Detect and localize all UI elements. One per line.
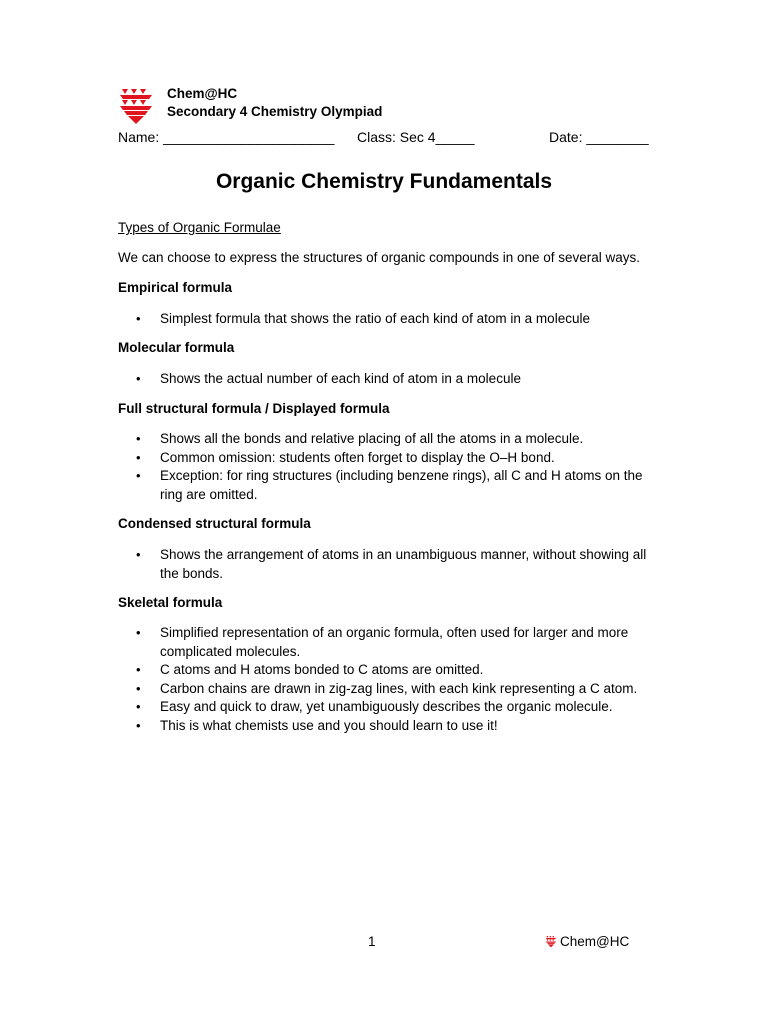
heading-condensed-structural-formula: Condensed structural formula (118, 516, 311, 531)
list-item: • C atoms and H atoms bonded to C atoms are omitted. (118, 661, 658, 680)
list-item: • Simplest formula that shows the ratio of each kind of atom in a molecule (118, 310, 658, 329)
date-field: Date: ________ (549, 129, 649, 145)
list-item: • This is what chemists use and you should learn to use it! (118, 717, 658, 736)
list-item: • Shows all the bonds and relative placing of all the atoms in a molecule. (118, 430, 658, 449)
list-item: • Shows the actual number of each kind of atom in a molecule (118, 370, 658, 389)
list-item: • Shows the arrangement of atoms in an unambiguous manner, without showing all the bonds. (118, 546, 658, 583)
list-item: • Simplified representation of an organic formula, often used for larger and more complicated molecules. (118, 624, 658, 661)
list-item: • Exception: for ring structures (including benzene rings), all C and H atoms on the ring are omitted. (118, 467, 658, 504)
bullet-list-molecular (118, 370, 658, 389)
footer-brand (545, 934, 629, 949)
bullet-list-empirical (118, 310, 658, 329)
page-title: Organic Chemistry Fundamentals (215, 170, 553, 193)
hwa-chong-mini-logo-icon (545, 935, 557, 948)
heading-empirical-formula: Empirical formula (118, 280, 233, 295)
page-number: 1 (368, 934, 376, 949)
header-org: Chem@HC (167, 86, 238, 101)
hwa-chong-flame-logo-icon (118, 86, 154, 126)
class-field: Class: Sec 4_____ (357, 129, 475, 145)
list-item: • Easy and quick to draw, yet unambiguously describes the organic molecule. (118, 698, 658, 717)
list-item: • Carbon chains are drawn in zig-zag lines, with each kink representing a C atom. (118, 680, 658, 699)
name-field: Name: ______________________ (118, 129, 335, 145)
bullet-list-condensed (118, 546, 658, 583)
heading-skeletal-formula: Skeletal formula (118, 595, 223, 610)
bullet-list-full-structural (118, 430, 658, 504)
section-title: Types of Organic Formulae (118, 220, 281, 235)
footer-brand-label: Chem@HC (560, 934, 630, 949)
list-item: • Common omission: students often forget to display the O–H bond. (118, 449, 658, 468)
header-subtitle: Secondary 4 Chemistry Olympiad (167, 104, 383, 119)
heading-molecular-formula: Molecular formula (118, 340, 235, 355)
heading-full-structural-formula: Full structural formula / Displayed formula (118, 401, 390, 416)
intro-paragraph: We can choose to express the structures of organic compounds in one of several ways. (118, 250, 641, 265)
bullet-list-skeletal (118, 624, 658, 735)
